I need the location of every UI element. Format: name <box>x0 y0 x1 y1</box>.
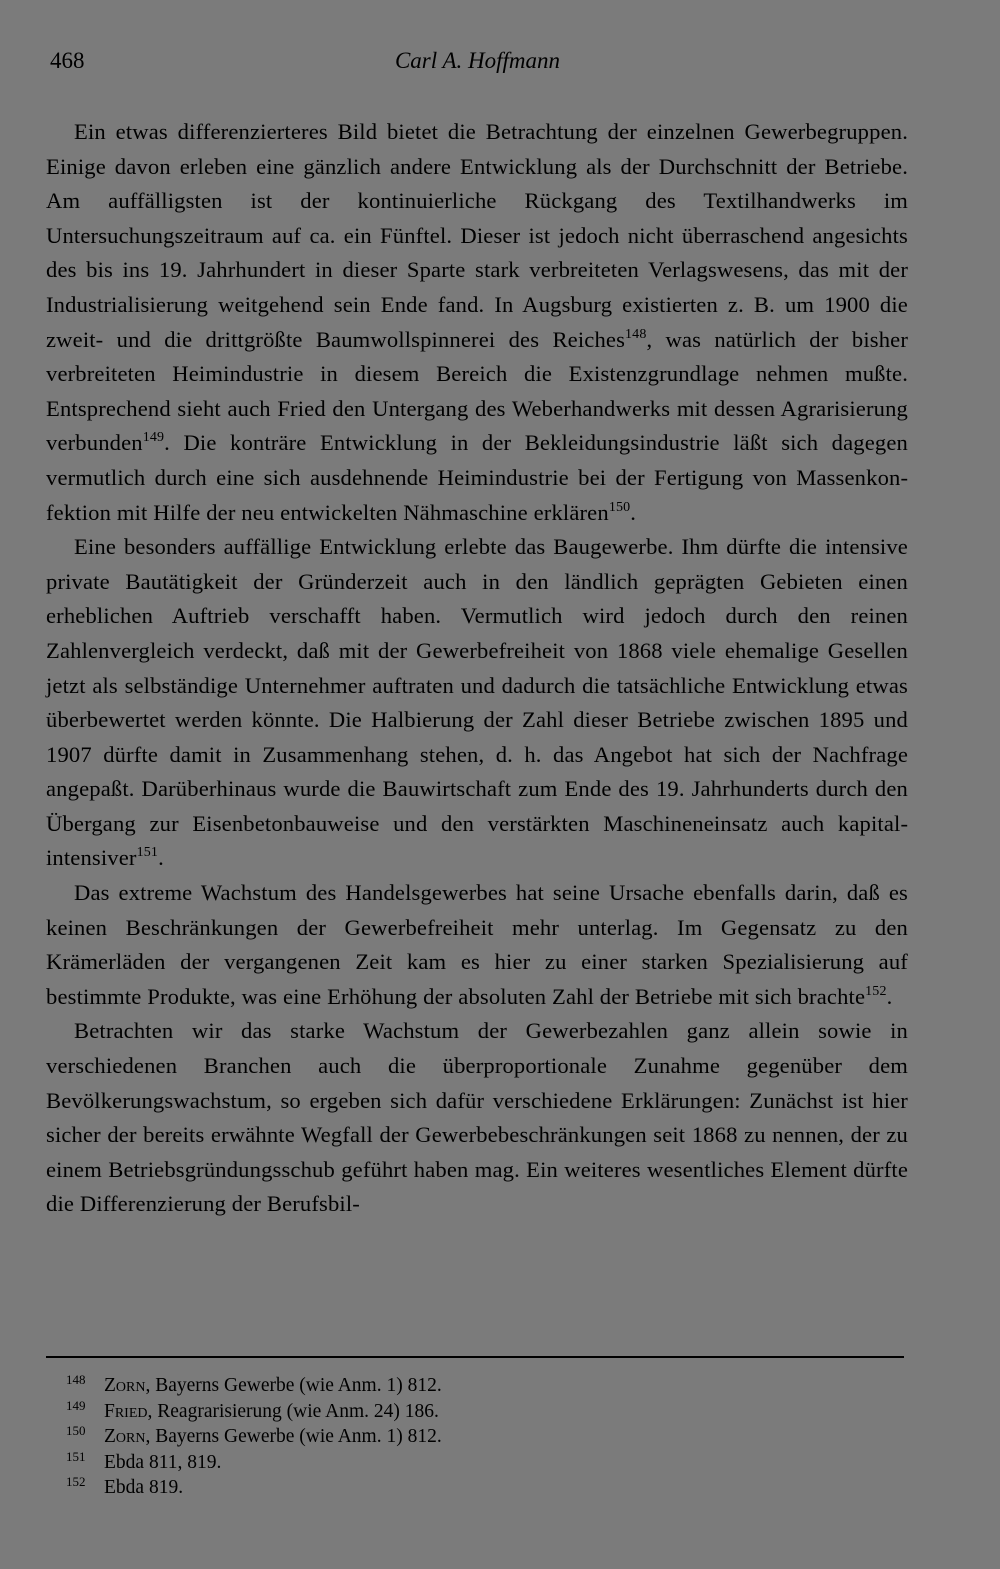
footnote-citation: , Reagrarisierung (wie Anm. 24) 186. <box>147 1400 439 1422</box>
footnote-number: 150 <box>66 1423 86 1439</box>
paragraph-text: Eine besonders auffällige Entwicklung erlebte das Baugewerbe. Ihm dürfte die intensive private Bautätigkeit der Gründerzeit auch in den ländlich geprägten Gebieten einen erheblichen Auftrieb verschafft haben. Vermutlich wird jedoch durch den reinen Zahlenvergleich verdeckt, daß mit der Gewerbefreiheit von 1868 viele ehemalige Gesellen jetzt als selbständige Unternehmer auftraten und dadurch die tatsächliche Entwicklung etwas überbewertet werden könnte. Die Halbierung der Zahl dieser Betriebe zwischen 1895 und 1907 dürfte damit in Zusammenhang stehen, d. h. das Angebot hat sich der Nachfrage angepaßt. Darüberhinaus wurde die Bauwirtschaft zum Ende des 19. Jahrhunderts durch den Übergang zur Eisenbetonbauweise und den verstärkten Maschineneinsatz auch kapitalintensiver <box>46 534 908 871</box>
footnote-number: 152 <box>66 1474 86 1490</box>
paragraph <box>46 530 908 876</box>
footnotes <box>66 1373 904 1501</box>
footnote <box>66 1450 904 1476</box>
footnote <box>66 1475 904 1501</box>
footnote-citation: , Bayerns Gewerbe (wie Anm. 1) 812. <box>145 1426 442 1448</box>
footnote-reference: 150 <box>608 499 631 515</box>
paragraph-text: Betrachten wir das starke Wachstum der Gewerbezahlen ganz allein sowie in verschiedenen Branchen auch die überproportionale Zunahme gegenüber dem Bevölkerungswachstum, so ergeben sich dafür verschiedene Erklärungen: Zunächst ist hier sicher der bereits erwähnte Wegfall der Gewerbebeschränkungen seit 1868 zu nennen, der zu einem Betriebsgründungsschub geführt haben mag. Ein weiteres wesentliches Element dürfte die Differenzierung der Berufsbil- <box>46 1018 908 1217</box>
footnote <box>66 1424 904 1450</box>
body-text <box>46 115 908 1222</box>
footnote-number: 148 <box>66 1372 86 1387</box>
paragraph-text: . <box>886 983 893 1009</box>
footnote-number: 149 <box>66 1397 86 1413</box>
footnote-author: Zorn <box>104 1375 146 1396</box>
paragraph <box>46 876 908 1014</box>
running-head: Carl A. Hoffmann <box>394 48 561 73</box>
paragraph-text: Das extreme Wachstum des Handelsgewerbes hat seine Ursache ebenfalls darin, daß es keinen Beschränkungen der Gewerbefreiheit mehr unterlag. Im Gegensatz zu den Krämerläden der vergangenen Zeit kam es hier zu einer starken Spezialisierung auf bestimmte Produkte, was eine Erhöhung der absoluten Zahl der Betriebe mit sich brachte <box>46 880 908 1009</box>
paragraph-text: , was natürlich der bisher verbreiteten Heimindustrie in diesem Bereich die Existenzgrundlage nehmen mußte. Entsprechend sieht auch Fried den Untergang des Weberhandwerks mit dessen Agrarisierung verbunden <box>46 326 908 456</box>
footnote-citation: , Bayerns Gewerbe (wie Anm. 1) 812. <box>145 1375 442 1396</box>
footnote-citation: Ebda 811, 819. <box>104 1451 222 1473</box>
footnote-text <box>104 1424 442 1450</box>
paragraph-text: Ein etwas differenzierteres Bild bietet die Betrachtung der einzelnen Gewerbegruppen. Einige davon erleben eine gänzlich andere Entwicklung als der Durchschnitt der Betriebe. Am auffälligsten ist der kontinuierliche Rückgang des Textilhandwerks im Untersuchungszeitraum auf ca. ein Fünftel. Dieser ist jedoch nicht überraschend angesichts des bis ins 19. Jahrhundert in dieser Sparte stark verbreiteten Verlagswesens, das mit der Industrialisierung weitgehend sein Ende fand. In Augsburg existierten z. B. um 1900 die zweit- und die drittgrößte Baumwollspinnerei des Reiches <box>46 119 908 352</box>
footnote-author: Fried <box>104 1400 148 1422</box>
footnote-text <box>104 1450 221 1476</box>
footnote-text <box>104 1399 439 1425</box>
footnote-reference: 148 <box>625 326 647 342</box>
footnote-number: 151 <box>66 1448 86 1464</box>
paragraph-text: . Die konträre Entwicklung in der Bekleidungsindustrie läßt sich dagegen vermutlich durch eine sich ausdehnende Heimindustrie bei der Fertigung von Massenkonfektion mit Hilfe der neu entwickelten Nähmaschine erklären <box>46 430 908 525</box>
footnote-reference: 152 <box>865 983 887 999</box>
footnote-reference: 151 <box>136 845 159 861</box>
page-header <box>50 48 905 84</box>
footnote-citation: Ebda 819. <box>104 1477 184 1499</box>
footnote-reference: 149 <box>142 430 165 446</box>
paragraph <box>46 1014 908 1222</box>
paragraph-text: . <box>630 499 637 525</box>
footnote-divider <box>46 1356 904 1358</box>
footnote-author: Zorn <box>104 1426 146 1448</box>
footnote <box>66 1399 904 1425</box>
footnote <box>66 1373 904 1399</box>
footnote-text <box>104 1475 183 1501</box>
paragraph-text: . <box>158 845 164 871</box>
page-number: 468 <box>50 48 85 73</box>
footnote-text <box>104 1373 442 1399</box>
paragraph <box>46 115 908 530</box>
